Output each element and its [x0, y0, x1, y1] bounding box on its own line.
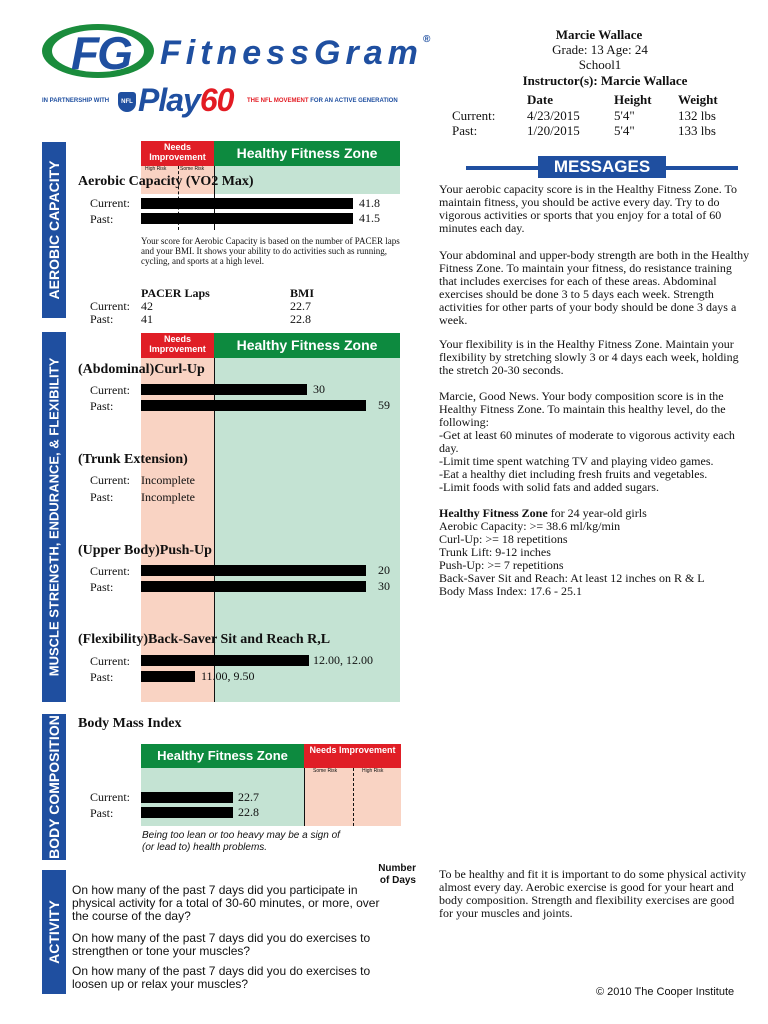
needs-label-bmi: Needs Improvement — [309, 745, 396, 755]
bmi-current: 22.7 — [290, 299, 311, 313]
curlup-current-bar — [141, 384, 307, 395]
some-risk-label: Some Risk — [180, 166, 205, 172]
side-label-muscle: MUSCLE STRENGTH, ENDURANCE, & FLEXIBILITY — [46, 357, 62, 677]
past-height: 5'4" — [614, 123, 635, 138]
message-body-item-4: -Limit foods with solid fats and added sugars. — [439, 480, 659, 494]
hfz-criteria-aerobic: Aerobic Capacity: >= 38.6 ml/kg/min — [439, 519, 621, 533]
bmi-current-bar — [141, 792, 233, 803]
message-aerobic: Your aerobic capacity score is in the Healthy Fitness Zone. To maintain fitness, you should be active every day. Try to do vigorous activities or sports that you enjoy for a total of 60 minutes each day. — [439, 182, 737, 235]
trunk-past-label: Past: — [90, 490, 114, 504]
aerobic-current-bar — [141, 198, 353, 209]
current-height: 5'4" — [614, 108, 635, 123]
curlup-current-label: Current: — [90, 383, 130, 397]
number-of-days-header: Number of Days — [378, 863, 416, 886]
hfz-criteria-sitreach: Back-Saver Sit and Reach: At least 12 inches on R & L — [439, 571, 705, 585]
side-bar-activity — [42, 870, 66, 994]
aerobic-note: Your score for Aerobic Capacity is based on the number of PACER laps and your BMI. It shows your ability to do activities such as running, cycling, and sports at a high level. — [141, 236, 400, 266]
side-bar-aerobic — [42, 142, 66, 318]
side-label-aerobic: AEROBIC CAPACITY — [46, 160, 62, 300]
aerobic-title: Aerobic Capacity (VO2 Max) — [78, 174, 254, 189]
activity-question-2: On how many of the past 7 days did you do exercises to strengthen or tone your muscles? — [72, 931, 371, 958]
message-body-item-2: -Limit time spent watching TV and playing video games. — [439, 454, 714, 468]
student-name: Marcie Wallace — [555, 27, 643, 42]
needs-label: Needs Improvement — [149, 142, 206, 162]
activity-question-1: On how many of the past 7 days did you participate in physical activity for a total of 30-60 minutes, or more, over the course of the day? — [72, 883, 380, 923]
aerobic-current-value: 41.8 — [359, 196, 380, 210]
bmi-title: Body Mass Index — [78, 716, 182, 731]
pacer-past: 41 — [141, 312, 153, 326]
flex-current-value: 12.00, 12.00 — [313, 653, 373, 667]
instructor: Instructor(s): Marcie Wallace — [522, 73, 688, 88]
flex-current-label: Current: — [90, 654, 130, 668]
hfz-criteria-rest: for 24 year-old girls — [547, 506, 647, 520]
hfz-header-bmi: Healthy Fitness Zone — [141, 744, 304, 768]
curlup-past-bar — [141, 400, 366, 411]
hfz-header: Healthy Fitness Zone — [214, 141, 400, 166]
side-label-body: BODY COMPOSITION — [46, 715, 62, 859]
fitnessgram-word: FitnessGram — [160, 34, 423, 72]
bmi-current-label: Current: — [90, 790, 130, 804]
pushup-current-label: Current: — [90, 564, 130, 578]
message-flexibility: Your flexibility is in the Healthy Fitness Zone. Maintain your flexibility by stretching slowly 3 or 4 days each week, holding the stretch 20-30 seconds. — [439, 337, 739, 377]
fg-monogram: FG — [71, 27, 131, 79]
flex-past-label: Past: — [90, 670, 114, 684]
bmi-some-risk-label: Some Risk — [313, 768, 338, 774]
curlup-title: (Abdominal)Curl-Up — [78, 362, 205, 377]
pushup-current-bar — [141, 565, 366, 576]
bmi-past-bar — [141, 807, 233, 818]
pushup-past-bar — [141, 581, 366, 592]
high-risk-label: High Risk — [145, 166, 167, 172]
nfl-movement-a: THE NFL MOVEMENT — [247, 98, 311, 104]
hfz-header-muscle: Healthy Fitness Zone — [214, 333, 400, 358]
bmi-risk-divider — [353, 768, 354, 826]
message-body-item-3: -Eat a healthy diet including fresh fruits and vegetables. — [439, 467, 708, 481]
needs-improvement-header-bmi — [304, 744, 401, 768]
aerobic-past-bar — [141, 213, 353, 224]
pacer-current-label: Current: — [90, 299, 130, 313]
curlup-current-value: 30 — [313, 382, 325, 396]
bmi-past-value: 22.8 — [238, 805, 259, 819]
needs-improvement-header-muscle — [141, 333, 214, 358]
bmi-high-risk-label: High Risk — [362, 768, 384, 774]
aerobic-past-value: 41.5 — [359, 211, 380, 225]
flex-past-bar — [141, 671, 195, 682]
grade-age: Grade: 13 Age: 24 — [552, 42, 648, 57]
info-current-label: Current: — [452, 108, 496, 123]
fitnessgram-wordmark — [160, 34, 435, 73]
bmi-current-value: 22.7 — [238, 790, 259, 804]
hfz-criteria-bold: Healthy Fitness Zone — [439, 506, 548, 520]
trunk-current-label: Current: — [90, 473, 130, 487]
aerobic-current-label: Current: — [90, 196, 130, 210]
nfl-shield-icon: NFL — [118, 92, 136, 112]
copyright: © 2010 The Cooper Institute — [596, 986, 735, 998]
pacer-past-label: Past: — [90, 312, 114, 326]
curlup-past-label: Past: — [90, 399, 114, 413]
aerobic-past-label: Past: — [90, 212, 114, 226]
past-weight: 133 lbs — [678, 123, 716, 138]
hfz-criteria — [439, 507, 751, 598]
hfz-criteria-bmi: Body Mass Index: 17.6 - 25.1 — [439, 584, 582, 598]
partnership-text: IN PARTNERSHIP WITH — [42, 98, 110, 104]
bmi-past: 22.8 — [290, 312, 311, 326]
side-bar-muscle — [42, 332, 66, 702]
nfl-movement-tagline — [247, 98, 398, 104]
flex-title: (Flexibility)Back-Saver Sit and Reach R,L — [78, 632, 331, 647]
hfz-criteria-pushup: Push-Up: >= 7 repetitions — [439, 558, 564, 572]
play-word: Play — [138, 82, 200, 118]
flex-past-value: 11.00, 9.50 — [201, 669, 255, 683]
hfz-criteria-curlup: Curl-Up: >= 18 repetitions — [439, 532, 568, 546]
pushup-past-value: 30 — [378, 579, 390, 593]
registered-mark: ® — [422, 34, 436, 45]
col-height-header: Height — [614, 92, 652, 107]
trunk-current-value: Incomplete — [141, 473, 195, 487]
current-date: 4/23/2015 — [527, 108, 580, 123]
info-past-label: Past: — [452, 123, 478, 138]
trunk-past-value: Incomplete — [141, 490, 195, 504]
nfl-movement-b: FOR AN ACTIVE GENERATION — [310, 98, 398, 104]
bmi-header: BMI — [290, 286, 314, 300]
pushup-current-value: 20 — [378, 563, 390, 577]
pushup-title: (Upper Body)Push-Up — [78, 543, 212, 558]
side-bar-body — [42, 714, 66, 860]
message-body-composition — [439, 390, 751, 494]
curlup-past-value: 59 — [378, 398, 390, 412]
pushup-past-label: Past: — [90, 580, 114, 594]
messages-header: MESSAGES — [538, 156, 666, 178]
bmi-past-label: Past: — [90, 806, 114, 820]
needs-label-muscle: Needs Improvement — [149, 334, 206, 354]
bmi-note: Being too lean or too heavy may be a sign of (or lead to) health problems. — [142, 830, 340, 853]
sixty-word: 60 — [199, 82, 234, 118]
current-weight: 132 lbs — [678, 108, 716, 123]
message-strength: Your abdominal and upper-body strength are both in the Healthy Fitness Zone. To maintain your fitness, do resistance training that includes exercises for each of these areas. Abdominal exercises should be done 3 to 5 days each week. Strength activities for other parts of your body should be done 3 days a week. — [439, 248, 750, 327]
school-name: School1 — [578, 57, 622, 72]
col-weight-header: Weight — [678, 92, 718, 107]
pacer-current: 42 — [141, 299, 153, 313]
message-activity: To be healthy and fit it is important to do some physical activity almost every day. Aerobic exercise is good for your heart and body composition. Strength and flexibility exercises are good for your muscles and joints. — [439, 867, 747, 920]
message-body-item-1: -Get at least 60 minutes of moderate to vigorous activity each day. — [439, 428, 735, 455]
col-date-header: Date — [527, 92, 553, 107]
bmi-hfz-boundary — [304, 768, 305, 826]
side-label-activity: ACTIVITY — [46, 900, 62, 964]
trunk-title: (Trunk Extension) — [78, 452, 188, 467]
flex-current-bar — [141, 655, 309, 666]
hfz-criteria-trunk: Trunk Lift: 9-12 inches — [439, 545, 551, 559]
activity-question-3: On how many of the past 7 days did you do exercises to loosen up or relax your muscles? — [72, 964, 371, 991]
play60-logo — [138, 82, 233, 119]
needs-improvement-header — [141, 141, 214, 166]
pacer-header: PACER Laps — [141, 286, 210, 300]
message-body-intro: Marcie, Good News. Your body composition score is in the Healthy Fitness Zone. To maintain this healthy level, do the following: — [439, 389, 726, 429]
past-date: 1/20/2015 — [527, 123, 580, 138]
